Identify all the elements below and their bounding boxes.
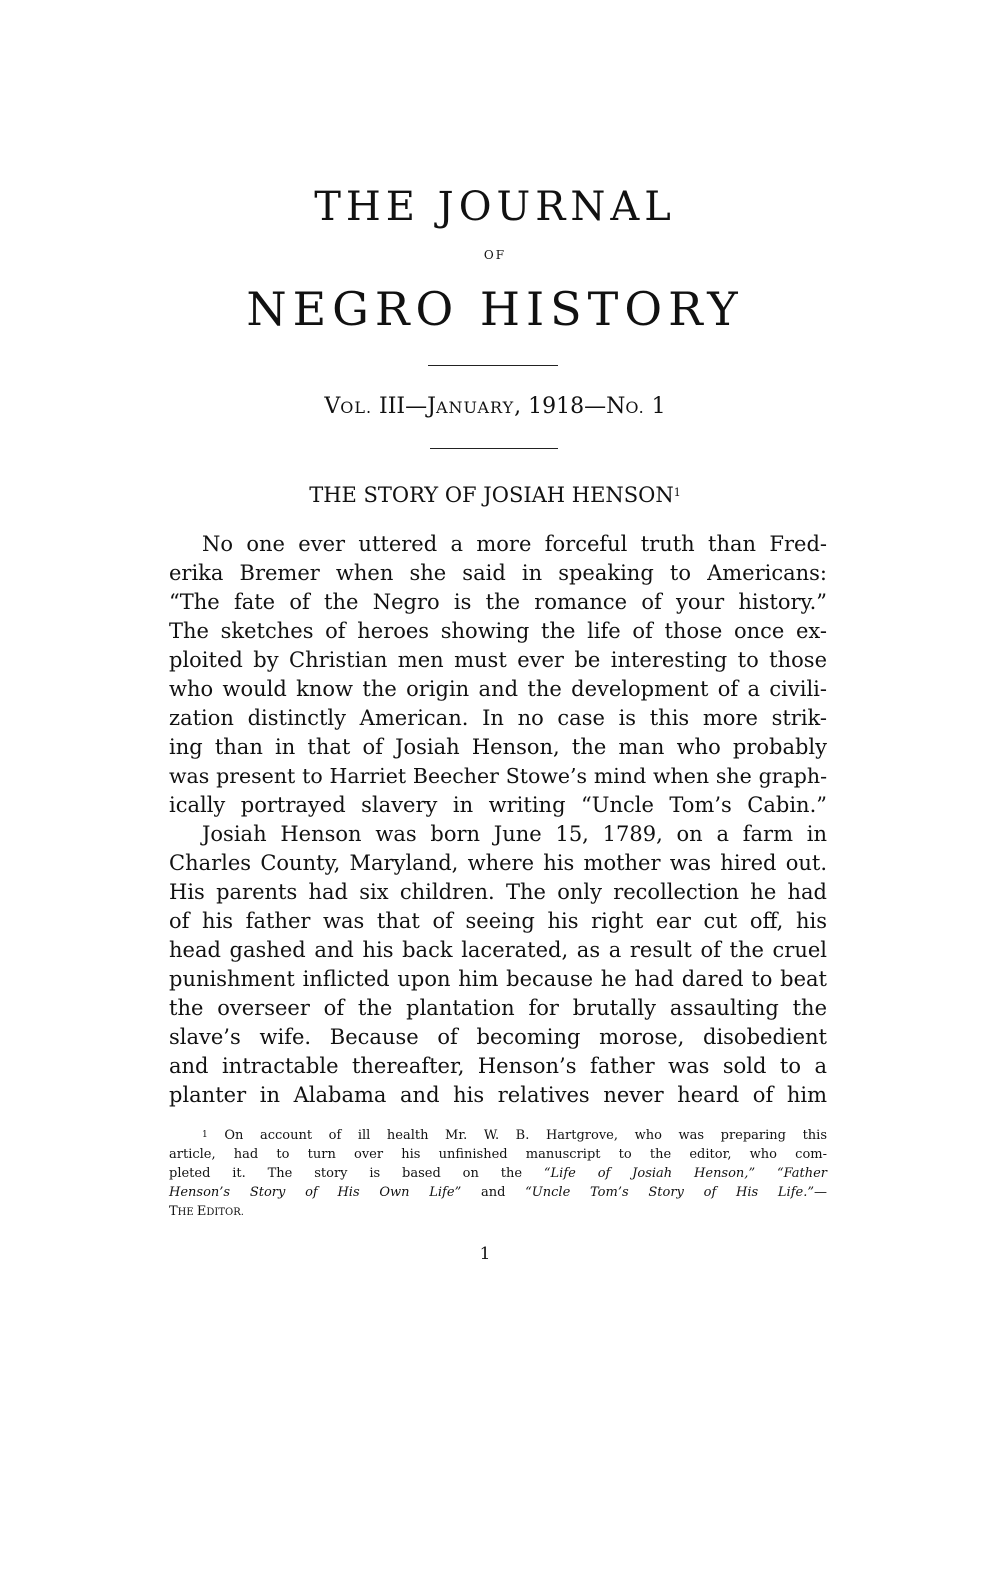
body-line: No one ever uttered a more forceful truth than Fred-: [202, 532, 827, 556]
body-line: head gashed and his back lacerated, as a result of the cruel: [169, 938, 827, 962]
body-line: planter in Alabama and his relatives never heard of him: [169, 1083, 827, 1107]
footnote-line: $^1$ On account of ill health Mr. W. B. Hartgrove, who was preparing this: [202, 1128, 827, 1143]
body-line: ploited by Christian men must ever be interesting to those: [169, 648, 827, 672]
body-line: who would know the origin and the development of a civili-: [169, 677, 827, 701]
vol-number: III—: [372, 394, 428, 419]
volume-issue-line: [0, 393, 990, 422]
article-title: [0, 481, 990, 509]
body-line: ically portrayed slavery in writing “Uncle Tom’s Cabin.”: [169, 793, 827, 817]
journal-title: THE JOURNAL: [314, 184, 676, 230]
article-title-text: THE STORY OF JOSIAH HENSON: [309, 483, 674, 507]
no-initial: N: [606, 394, 626, 419]
body-line: was present to Harriet Beecher Stowe’s mind when she graph-: [169, 764, 827, 788]
body-line: ing than in that of Josiah Henson, the man who probably: [169, 735, 827, 759]
body-line: the overseer of the plantation for brutally assaulting the: [169, 996, 827, 1020]
month-initial: J: [427, 394, 436, 419]
journal-title-of: OF: [483, 248, 507, 262]
footnote-marker: 1: [202, 1130, 208, 1140]
footnote-reference: 1: [673, 486, 681, 499]
footnote-line: Henson’s Story of His Own Life” and “Uncle Tom’s Story of His Life.”—: [169, 1185, 827, 1200]
journal-subtitle: NEGRO HISTORY: [246, 282, 744, 336]
body-line: Josiah Henson was born June 15, 1789, on a farm in: [202, 822, 827, 846]
year: , 1918—: [514, 394, 607, 419]
body-line: Charles County, Maryland, where his mother was hired out.: [169, 851, 827, 875]
vol-prefix: V: [324, 394, 341, 419]
footnote-line: article, had to turn over his unfinished manuscript to the editor, who com-: [169, 1147, 827, 1162]
month-rest: ANUARY: [435, 398, 515, 417]
header-divider-top: [428, 365, 558, 366]
vol-rest: OL.: [340, 398, 373, 417]
body-line: slave’s wife. Because of becoming morose, disobedient: [169, 1025, 827, 1049]
page-number: 1: [479, 1244, 491, 1264]
footnote-signature: THE EDITOR.: [169, 1204, 244, 1219]
footnote-line: pleted it. The story is based on the “Life of Josiah Henson,” “Father: [169, 1166, 827, 1181]
body-line: of his father was that of seeing his right ear cut off, his: [169, 909, 827, 933]
body-line: The sketches of heroes showing the life of those once ex-: [169, 619, 827, 643]
body-line: His parents had six children. The only recollection he had: [169, 880, 827, 904]
body-line: erika Bremer when she said in speaking to Americans:: [169, 561, 827, 585]
no-rest: O.: [625, 398, 645, 417]
header-divider-bottom: [430, 448, 558, 449]
body-line: and intractable thereafter, Henson’s father was sold to a: [169, 1054, 827, 1078]
body-line: punishment inflicted upon him because he had dared to beat: [169, 967, 827, 991]
body-line: zation distinctly American. In no case is this more strik-: [169, 706, 827, 730]
issue-number: 1: [644, 394, 666, 419]
body-line: “The fate of the Negro is the romance of your history.”: [169, 590, 827, 614]
